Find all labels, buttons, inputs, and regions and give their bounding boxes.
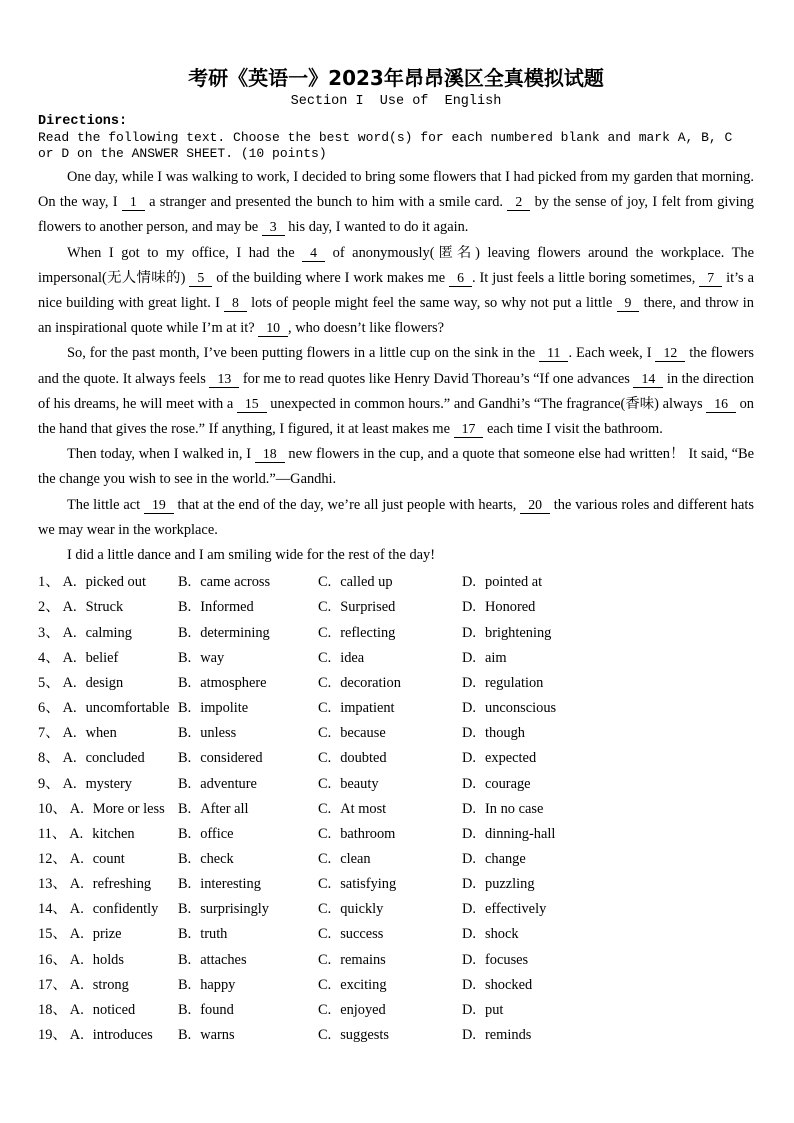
question-number: 7、 bbox=[38, 725, 60, 742]
option-text: count bbox=[92, 850, 125, 867]
question-8-option-c bbox=[318, 746, 462, 771]
question-row-18 bbox=[38, 998, 754, 1023]
question-18-option-b bbox=[178, 998, 318, 1023]
option-text: satisfying bbox=[340, 876, 397, 893]
question-12-option-a bbox=[38, 847, 178, 872]
option-text: expected bbox=[485, 750, 537, 767]
option-text: unless bbox=[200, 725, 237, 742]
option-letter: C. bbox=[318, 1027, 332, 1044]
option-text: mystery bbox=[85, 775, 132, 792]
option-letter: B. bbox=[178, 750, 192, 767]
option-letter: C. bbox=[318, 850, 332, 867]
option-text: attaches bbox=[200, 951, 247, 968]
option-letter: C. bbox=[318, 599, 332, 616]
option-text: beauty bbox=[340, 775, 379, 792]
cloze-blank-13: 13 bbox=[209, 371, 239, 388]
option-text: truth bbox=[200, 926, 228, 943]
question-10-option-b bbox=[178, 797, 318, 822]
option-text: strong bbox=[92, 976, 129, 993]
option-text: shocked bbox=[485, 976, 533, 993]
option-letter: B. bbox=[178, 700, 192, 717]
option-text: determining bbox=[200, 624, 270, 641]
question-8-option-b bbox=[178, 746, 318, 771]
cloze-blank-12: 12 bbox=[655, 345, 685, 362]
question-16-option-b bbox=[178, 948, 318, 973]
question-number: 11、 bbox=[38, 825, 67, 842]
option-text: atmosphere bbox=[200, 674, 267, 691]
option-letter: C. bbox=[318, 775, 332, 792]
question-13-option-a bbox=[38, 872, 178, 897]
option-text: design bbox=[85, 674, 124, 691]
option-text: focuses bbox=[485, 951, 529, 968]
question-18-option-d bbox=[462, 998, 754, 1023]
question-5-option-d bbox=[462, 671, 754, 696]
cloze-blank-8: 8 bbox=[224, 295, 247, 312]
question-18-option-a bbox=[38, 998, 178, 1023]
question-6-option-d bbox=[462, 696, 754, 721]
option-letter: A. bbox=[62, 624, 77, 641]
option-text: check bbox=[200, 850, 234, 867]
question-14-option-b bbox=[178, 897, 318, 922]
option-letter: C. bbox=[318, 624, 332, 641]
question-19-option-c bbox=[318, 1023, 462, 1048]
option-letter: B. bbox=[178, 850, 192, 867]
option-text: introduces bbox=[92, 1027, 153, 1044]
option-text: calming bbox=[85, 624, 132, 641]
passage-paragraph-5: The little act 19 that at the end of the day, we’re all just people with hearts, 20 the various roles and different hats we may wear in the workplace. bbox=[38, 496, 754, 538]
question-10-option-d bbox=[462, 797, 754, 822]
question-19-option-d bbox=[462, 1023, 754, 1048]
passage-paragraph-6: I did a little dance and I am smiling wide for the rest of the day! bbox=[67, 547, 436, 564]
question-15-option-d bbox=[462, 922, 754, 947]
option-letter: C. bbox=[318, 674, 332, 691]
option-letter: C. bbox=[318, 725, 332, 742]
option-letter: A. bbox=[69, 1001, 84, 1018]
option-text: Struck bbox=[85, 599, 124, 616]
option-text: impatient bbox=[340, 700, 395, 717]
question-5-option-a bbox=[38, 671, 178, 696]
option-letter: D. bbox=[462, 674, 476, 691]
question-4-option-d bbox=[462, 646, 754, 671]
option-letter: B. bbox=[178, 649, 192, 666]
question-4-option-a bbox=[38, 646, 178, 671]
option-text: clean bbox=[340, 850, 371, 867]
question-6-option-a bbox=[38, 696, 178, 721]
question-number: 16、 bbox=[38, 951, 67, 968]
option-letter: A. bbox=[69, 1027, 84, 1044]
question-1-option-b bbox=[178, 570, 318, 595]
question-18-option-c bbox=[318, 998, 462, 1023]
option-letter: A. bbox=[62, 599, 77, 616]
option-letter: B. bbox=[178, 599, 192, 616]
option-letter: A. bbox=[69, 951, 84, 968]
option-letter: C. bbox=[318, 750, 332, 767]
option-letter: D. bbox=[462, 725, 476, 742]
option-letter: C. bbox=[318, 800, 332, 817]
option-letter: B. bbox=[178, 876, 192, 893]
question-3-option-c bbox=[318, 621, 462, 646]
option-text: interesting bbox=[200, 876, 261, 893]
option-letter: B. bbox=[178, 775, 192, 792]
question-7-option-d bbox=[462, 721, 754, 746]
option-text: Informed bbox=[200, 599, 254, 616]
question-5-option-c bbox=[318, 671, 462, 696]
question-15-option-b bbox=[178, 922, 318, 947]
cloze-blank-10: 10 bbox=[258, 320, 288, 337]
option-text: suggests bbox=[340, 1027, 389, 1044]
question-number: 10、 bbox=[38, 800, 67, 817]
option-text: way bbox=[200, 649, 225, 666]
question-4-option-b bbox=[178, 646, 318, 671]
question-17-option-c bbox=[318, 973, 462, 998]
option-text: Honored bbox=[485, 599, 536, 616]
option-text: impolite bbox=[200, 700, 249, 717]
option-letter: B. bbox=[178, 926, 192, 943]
question-7-option-b bbox=[178, 721, 318, 746]
option-letter: A. bbox=[62, 649, 77, 666]
option-letter: C. bbox=[318, 876, 332, 893]
option-text: shock bbox=[485, 926, 519, 943]
option-letter: D. bbox=[462, 951, 476, 968]
question-6-option-b bbox=[178, 696, 318, 721]
option-text: At most bbox=[340, 800, 387, 817]
question-16-option-c bbox=[318, 948, 462, 973]
question-number: 13、 bbox=[38, 876, 67, 893]
question-2-option-c bbox=[318, 595, 462, 620]
option-letter: A. bbox=[69, 800, 84, 817]
cloze-blank-19: 19 bbox=[144, 497, 174, 514]
option-text: uncomfortable bbox=[85, 700, 170, 717]
option-text: kitchen bbox=[92, 825, 135, 842]
cloze-blank-15: 15 bbox=[237, 396, 267, 413]
option-text: enjoyed bbox=[340, 1001, 386, 1018]
option-text: reflecting bbox=[340, 624, 396, 641]
option-text: aim bbox=[485, 649, 507, 666]
option-letter: A. bbox=[62, 750, 77, 767]
option-letter: D. bbox=[462, 825, 476, 842]
option-text: considered bbox=[200, 750, 263, 767]
question-16-option-a bbox=[38, 948, 178, 973]
option-letter: C. bbox=[318, 574, 332, 591]
option-text: prize bbox=[92, 926, 122, 943]
option-text: unconscious bbox=[485, 700, 557, 717]
option-letter: C. bbox=[318, 700, 332, 717]
question-row-8 bbox=[38, 746, 754, 771]
question-19-option-b bbox=[178, 1023, 318, 1048]
cloze-blank-17: 17 bbox=[454, 421, 484, 438]
cloze-blank-18: 18 bbox=[255, 446, 285, 463]
question-row-19 bbox=[38, 1023, 754, 1048]
question-11-option-c bbox=[318, 822, 462, 847]
question-row-17 bbox=[38, 973, 754, 998]
option-letter: A. bbox=[69, 901, 84, 918]
option-text: bathroom bbox=[340, 825, 396, 842]
option-letter: D. bbox=[462, 901, 476, 918]
question-1-option-d bbox=[462, 570, 754, 595]
option-letter: A. bbox=[62, 725, 77, 742]
option-text: called up bbox=[340, 574, 393, 591]
question-number: 19、 bbox=[38, 1027, 67, 1044]
option-text: dinning-hall bbox=[485, 825, 556, 842]
option-letter: D. bbox=[462, 750, 476, 767]
question-number: 1、 bbox=[38, 574, 60, 591]
option-text: effectively bbox=[485, 901, 547, 918]
question-number: 4、 bbox=[38, 649, 60, 666]
option-text: picked out bbox=[85, 574, 146, 591]
option-text: Surprised bbox=[340, 599, 396, 616]
option-text: success bbox=[340, 926, 384, 943]
option-text: put bbox=[485, 1001, 504, 1018]
option-letter: B. bbox=[178, 1027, 192, 1044]
option-letter: B. bbox=[178, 800, 192, 817]
question-row-5 bbox=[38, 671, 754, 696]
cloze-blank-1: 1 bbox=[122, 194, 145, 211]
question-19-option-a bbox=[38, 1023, 178, 1048]
option-text: holds bbox=[92, 951, 124, 968]
question-row-10 bbox=[38, 797, 754, 822]
question-17-option-a bbox=[38, 973, 178, 998]
section-heading: Section I Use of English bbox=[290, 94, 502, 109]
option-text: refreshing bbox=[92, 876, 152, 893]
option-text: reminds bbox=[485, 1027, 532, 1044]
cloze-blank-2: 2 bbox=[507, 194, 530, 211]
question-row-16 bbox=[38, 948, 754, 973]
question-2-option-b bbox=[178, 595, 318, 620]
option-letter: B. bbox=[178, 976, 192, 993]
option-text: though bbox=[485, 725, 525, 742]
question-row-3 bbox=[38, 621, 754, 646]
option-letter: B. bbox=[178, 624, 192, 641]
question-16-option-d bbox=[462, 948, 754, 973]
question-7-option-a bbox=[38, 721, 178, 746]
question-number: 12、 bbox=[38, 850, 67, 867]
option-text: puzzling bbox=[485, 876, 535, 893]
question-number: 3、 bbox=[38, 624, 60, 641]
option-text: More or less bbox=[92, 800, 165, 817]
question-row-11 bbox=[38, 822, 754, 847]
cloze-blank-9: 9 bbox=[617, 295, 640, 312]
option-letter: D. bbox=[462, 574, 476, 591]
option-letter: D. bbox=[462, 850, 476, 867]
question-row-4 bbox=[38, 646, 754, 671]
option-text: office bbox=[200, 825, 234, 842]
option-letter: C. bbox=[318, 649, 332, 666]
option-letter: C. bbox=[318, 951, 332, 968]
question-10-option-c bbox=[318, 797, 462, 822]
cloze-blank-6: 6 bbox=[449, 270, 472, 287]
question-13-option-d bbox=[462, 872, 754, 897]
passage-paragraph-4: Then today, when I walked in, I 18 new flowers in the cup, and a quote that someone else had written！ It said, “Be the change you wish to see in the world.”—Gandhi. bbox=[38, 446, 754, 488]
directions-text: Read the following text. Choose the best word(s) for each numbered blank and mark A, B, C or D on the ANSWER SHEET. (10 points) bbox=[38, 130, 733, 161]
option-letter: D. bbox=[462, 926, 476, 943]
question-7-option-c bbox=[318, 721, 462, 746]
option-text: courage bbox=[485, 775, 531, 792]
cloze-blank-5: 5 bbox=[189, 270, 212, 287]
question-number: 8、 bbox=[38, 750, 60, 767]
option-text: belief bbox=[85, 649, 119, 666]
option-letter: C. bbox=[318, 1001, 332, 1018]
question-1-option-a bbox=[38, 570, 178, 595]
question-9-option-b bbox=[178, 772, 318, 797]
question-11-option-a bbox=[38, 822, 178, 847]
question-number: 18、 bbox=[38, 1001, 67, 1018]
option-letter: D. bbox=[462, 775, 476, 792]
option-letter: B. bbox=[178, 1001, 192, 1018]
question-11-option-d bbox=[462, 822, 754, 847]
option-letter: D. bbox=[462, 700, 476, 717]
question-1-option-c bbox=[318, 570, 462, 595]
option-letter: D. bbox=[462, 649, 476, 666]
question-14-option-a bbox=[38, 897, 178, 922]
option-text: regulation bbox=[485, 674, 544, 691]
question-number: 5、 bbox=[38, 674, 60, 691]
passage-paragraph-2: When I got to my office, I had the 4 of anonymously(匿名) leaving flowers around the workplace. The impersonal(无人情味的) 5 of the building where I work makes me 6 . It just feels a little boring sometimes, 7 it’s a nice building with great light. I 8 lots of people might feel the same way, so why not put a little 9 there, and throw in an inspirational quote while I’m at it? 10 , who doesn’t like flowers? bbox=[38, 244, 754, 337]
option-text: doubted bbox=[340, 750, 387, 767]
question-4-option-c bbox=[318, 646, 462, 671]
question-2-option-a bbox=[38, 595, 178, 620]
cloze-blank-16: 16 bbox=[706, 396, 736, 413]
option-letter: A. bbox=[69, 850, 84, 867]
question-17-option-d bbox=[462, 973, 754, 998]
question-row-2 bbox=[38, 595, 754, 620]
question-number: 9、 bbox=[38, 775, 60, 792]
question-2-option-d bbox=[462, 595, 754, 620]
question-row-12 bbox=[38, 847, 754, 872]
question-3-option-b bbox=[178, 621, 318, 646]
question-row-6 bbox=[38, 696, 754, 721]
option-text: when bbox=[85, 725, 117, 742]
passage-paragraph-1: One day, while I was walking to work, I decided to bring some flowers that I had picked from my garden that morning. On the way, I 1 a stranger and presented the bunch to him with a smile card. 2 by the sense of joy, I felt from giving flowers to another person, and may be 3 his day, I wanted to do it again. bbox=[38, 169, 754, 236]
option-text: found bbox=[200, 1001, 234, 1018]
question-number: 15、 bbox=[38, 926, 67, 943]
option-letter: A. bbox=[62, 775, 77, 792]
option-letter: A. bbox=[62, 674, 77, 691]
question-3-option-d bbox=[462, 621, 754, 646]
question-number: 2、 bbox=[38, 599, 60, 616]
option-letter: A. bbox=[69, 926, 84, 943]
option-letter: A. bbox=[69, 825, 84, 842]
question-12-option-d bbox=[462, 847, 754, 872]
question-6-option-c bbox=[318, 696, 462, 721]
option-text: After all bbox=[200, 800, 249, 817]
question-row-14 bbox=[38, 897, 754, 922]
cloze-blank-7: 7 bbox=[699, 270, 722, 287]
option-text: warns bbox=[200, 1027, 235, 1044]
question-9-option-c bbox=[318, 772, 462, 797]
option-text: In no case bbox=[485, 800, 544, 817]
option-text: brightening bbox=[485, 624, 552, 641]
question-15-option-c bbox=[318, 922, 462, 947]
option-letter: C. bbox=[318, 926, 332, 943]
option-letter: B. bbox=[178, 951, 192, 968]
option-letter: D. bbox=[462, 976, 476, 993]
option-text: remains bbox=[340, 951, 386, 968]
option-letter: A. bbox=[62, 574, 77, 591]
option-letter: B. bbox=[178, 901, 192, 918]
passage-paragraph-3: So, for the past month, I’ve been putting flowers in a little cup on the sink in the 11 . Each week, I 12 the flowers and the quote. It always feels 13 for me to read quotes like Henry David Thoreau’s “If one advances 14 in the direction of his dreams, he will meet with a 15 unexpected in common hours.” and Gandhi’s “The fragrance(香味) always 16 on the hand that gives the rose.” If anything, I figured, it at least makes me 17 each time I visit the bathroom. bbox=[38, 345, 755, 438]
question-3-option-a bbox=[38, 621, 178, 646]
question-5-option-b bbox=[178, 671, 318, 696]
cloze-passage bbox=[38, 165, 754, 568]
option-text: concluded bbox=[85, 750, 145, 767]
option-text: adventure bbox=[200, 775, 257, 792]
question-number: 6、 bbox=[38, 700, 60, 717]
question-row-13 bbox=[38, 872, 754, 897]
option-text: decoration bbox=[340, 674, 401, 691]
cloze-blank-3: 3 bbox=[262, 219, 285, 236]
option-text: came across bbox=[200, 574, 271, 591]
cloze-blank-14: 14 bbox=[633, 371, 663, 388]
option-text: happy bbox=[200, 976, 236, 993]
option-letter: C. bbox=[318, 976, 332, 993]
question-number: 14、 bbox=[38, 901, 67, 918]
question-17-option-b bbox=[178, 973, 318, 998]
option-letter: B. bbox=[178, 725, 192, 742]
question-13-option-b bbox=[178, 872, 318, 897]
option-letter: D. bbox=[462, 800, 476, 817]
option-letter: D. bbox=[462, 624, 476, 641]
page-title: 考研《英语一》2023年昂昂溪区全真模拟试题 bbox=[188, 66, 604, 90]
option-letter: B. bbox=[178, 574, 192, 591]
option-letter: C. bbox=[318, 901, 332, 918]
cloze-blank-11: 11 bbox=[539, 345, 568, 362]
option-letter: A. bbox=[69, 876, 84, 893]
option-letter: A. bbox=[62, 700, 77, 717]
option-text: pointed at bbox=[485, 574, 543, 591]
question-11-option-b bbox=[178, 822, 318, 847]
question-9-option-d bbox=[462, 772, 754, 797]
question-10-option-a bbox=[38, 797, 178, 822]
question-12-option-c bbox=[318, 847, 462, 872]
option-text: change bbox=[485, 850, 526, 867]
question-row-1 bbox=[38, 570, 754, 595]
question-13-option-c bbox=[318, 872, 462, 897]
question-8-option-d bbox=[462, 746, 754, 771]
option-text: noticed bbox=[92, 1001, 136, 1018]
option-text: exciting bbox=[340, 976, 387, 993]
question-row-15 bbox=[38, 922, 754, 947]
question-9-option-a bbox=[38, 772, 178, 797]
option-text: because bbox=[340, 725, 386, 742]
option-letter: B. bbox=[178, 674, 192, 691]
question-row-7 bbox=[38, 721, 754, 746]
option-text: surprisingly bbox=[200, 901, 269, 918]
option-letter: D. bbox=[462, 1001, 476, 1018]
option-text: idea bbox=[340, 649, 365, 666]
question-12-option-b bbox=[178, 847, 318, 872]
directions-label: Directions: bbox=[38, 114, 128, 129]
option-letter: D. bbox=[462, 876, 476, 893]
question-row-9 bbox=[38, 772, 754, 797]
option-text: quickly bbox=[340, 901, 384, 918]
question-14-option-c bbox=[318, 897, 462, 922]
option-letter: B. bbox=[178, 825, 192, 842]
question-14-option-d bbox=[462, 897, 754, 922]
question-8-option-a bbox=[38, 746, 178, 771]
question-number: 17、 bbox=[38, 976, 67, 993]
option-letter: A. bbox=[69, 976, 84, 993]
question-15-option-a bbox=[38, 922, 178, 947]
option-letter: D. bbox=[462, 599, 476, 616]
question-list bbox=[38, 570, 754, 1048]
option-letter: C. bbox=[318, 825, 332, 842]
cloze-blank-4: 4 bbox=[302, 245, 325, 262]
option-text: confidently bbox=[92, 901, 159, 918]
option-letter: D. bbox=[462, 1027, 476, 1044]
cloze-blank-20: 20 bbox=[520, 497, 550, 514]
